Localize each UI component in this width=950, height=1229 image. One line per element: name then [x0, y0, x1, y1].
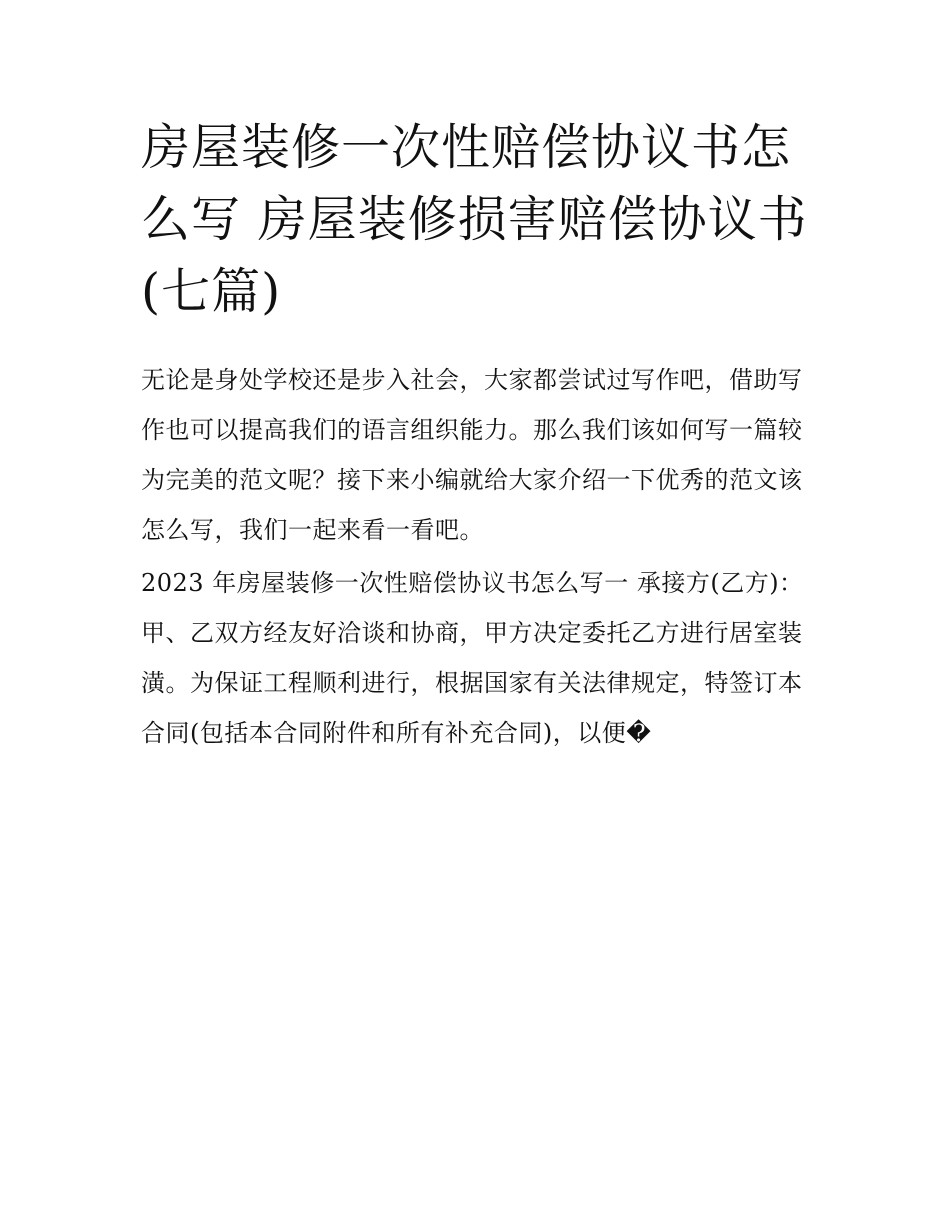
contract-paragraph: 甲、乙双方经友好洽谈和协商，甲方决定委托乙方进行居室装潢。为保证工程顺利进行，根据国家有关法律规定，特签订本合同(包括本合同附件和所有补充合同)，以便� — [141, 619, 803, 747]
document-title: 房屋装修一次性赔偿协议书怎么写 房屋装修损害赔偿协议书(七篇) — [141, 119, 808, 320]
section-heading: 2023 年房屋装修一次性赔偿协议书怎么写一 承接方(乙方)： — [141, 569, 804, 597]
intro-paragraph: 无论是身处学校还是步入社会，大家都尝试过写作吧，借助写作也可以提高我们的语言组织能力。那么我们该如何写一篇较为完美的范文呢？接下来小编就给大家介绍一下优秀的范文该怎么写，我们一起来看一看吧。 — [141, 366, 803, 544]
